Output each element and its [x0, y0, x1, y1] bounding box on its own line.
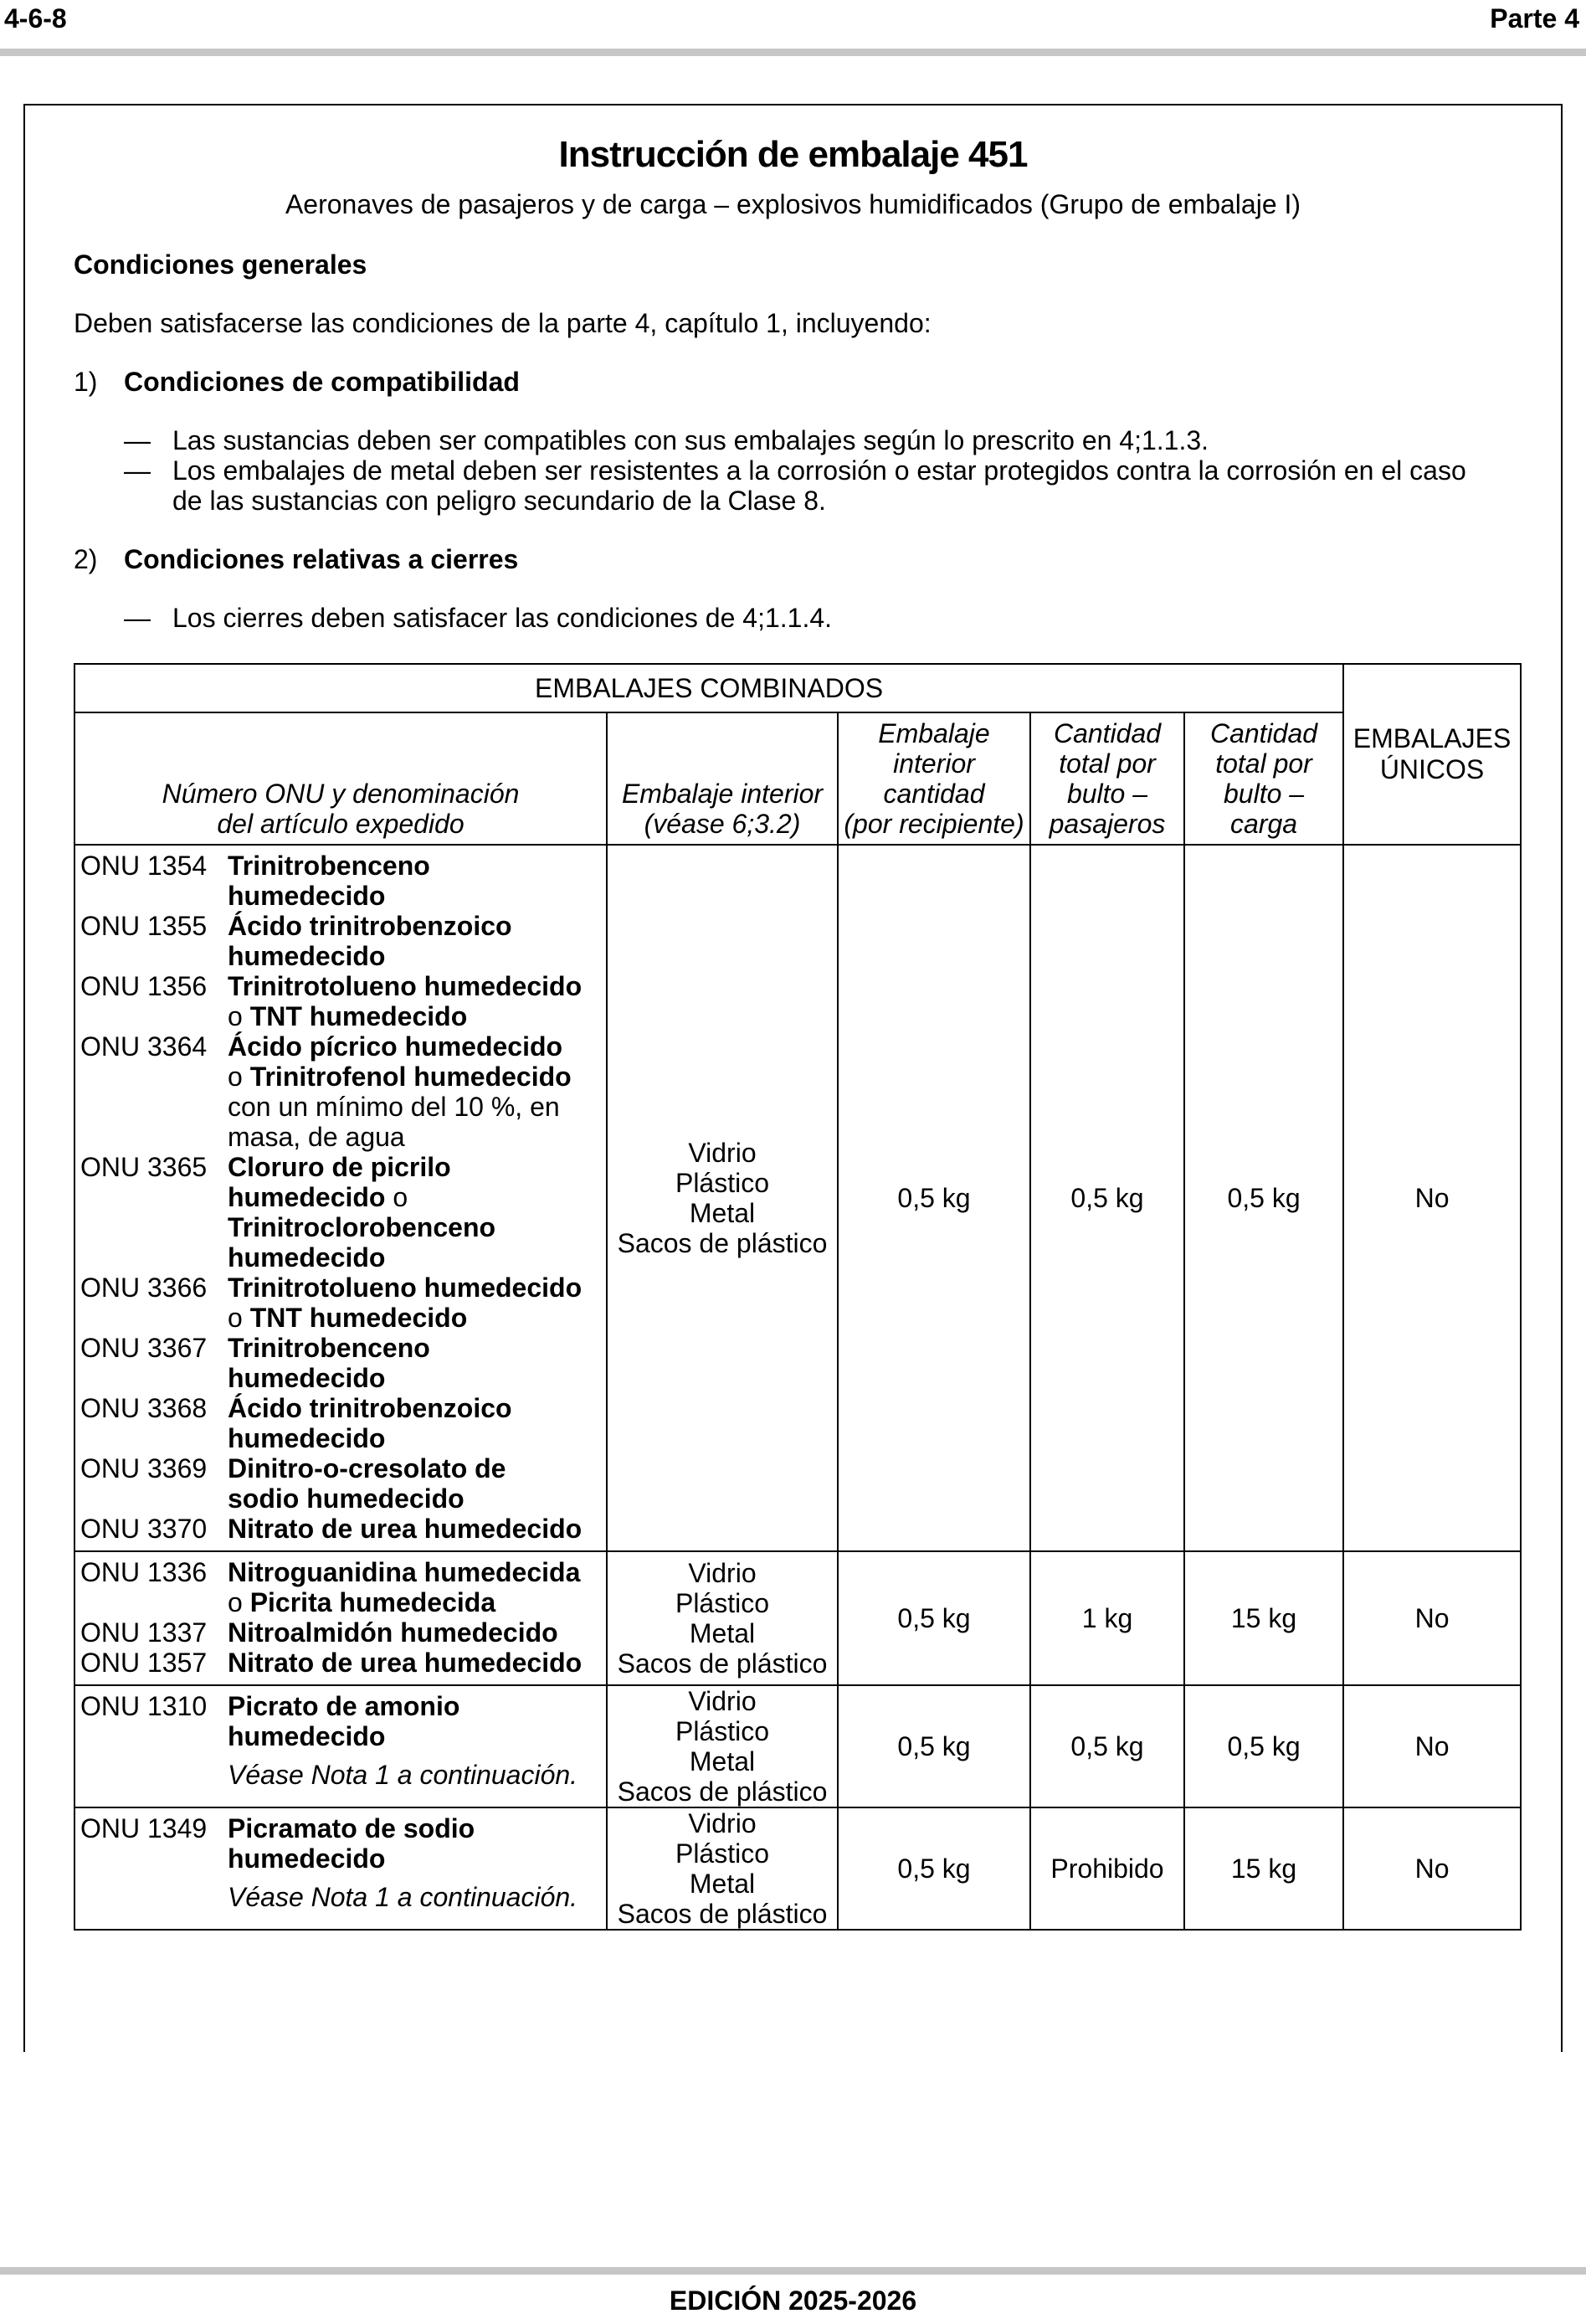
article-name-line: masa, de agua — [228, 1122, 405, 1152]
header-line: interior — [893, 748, 975, 779]
article-cell — [74, 1807, 607, 1930]
article-name — [228, 1648, 601, 1678]
header-line: bulto – — [1066, 779, 1148, 809]
bullet-dash: — — [124, 603, 151, 633]
packaging-table — [74, 663, 1522, 1931]
part-label: Parte 4 — [1490, 3, 1579, 33]
un-number: ONU 1337 — [80, 1617, 208, 1648]
page-reference: 4-6-8 — [4, 3, 67, 33]
bottom-rule — [0, 2267, 1586, 2275]
article-name — [228, 1557, 601, 1617]
article-name-line: humedecido — [228, 1363, 386, 1393]
article-name-line: o TNT humedecido — [228, 1303, 468, 1333]
header-inner-quantity — [838, 712, 1030, 845]
packaging-type: Metal — [689, 1198, 756, 1228]
article-name — [228, 1273, 601, 1333]
header-line: bulto – — [1223, 779, 1305, 809]
table-row — [74, 1807, 1521, 1930]
header-article — [74, 712, 607, 845]
packaging-type: Sacos de plástico — [617, 1899, 828, 1929]
header-line: Embalaje interior — [621, 779, 824, 809]
header-qty-cargo — [1184, 712, 1343, 845]
header-line: total por — [1215, 748, 1312, 779]
inner-quantity-cell: 0,5 kg — [838, 1807, 1030, 1930]
page-title: Instrucción de embalaje 451 — [558, 134, 1028, 175]
article-entry — [80, 1031, 601, 1152]
single-packaging-cell: No — [1343, 845, 1521, 1551]
article-cell — [74, 845, 607, 1551]
intro-text: Deben satisfacerse las condiciones de la parte 4, capítulo 1, incluyendo: — [74, 308, 932, 338]
header-line: ÚNICOS — [1379, 754, 1485, 784]
article-entry — [80, 1152, 601, 1273]
header-line: Embalaje — [878, 718, 990, 748]
header-line: EMBALAJES — [1352, 723, 1512, 753]
article-name-line: Picramato de sodio — [228, 1813, 475, 1843]
packaging-type: Plástico — [675, 1588, 770, 1618]
section-2-heading: Condiciones relativas a cierres — [124, 544, 519, 574]
packaging-type: Plástico — [675, 1716, 770, 1746]
article-name-line: o Picrita humedecida — [228, 1587, 496, 1617]
cargo-quantity-cell: 0,5 kg — [1184, 1685, 1343, 1807]
un-number: ONU 1357 — [80, 1648, 208, 1678]
article-entry — [80, 971, 601, 1031]
un-number: ONU 1354 — [80, 851, 208, 881]
table-row — [74, 845, 1521, 1551]
article-name-line: humedecido — [228, 1843, 386, 1874]
packaging-type: Vidrio — [688, 1808, 757, 1838]
passenger-quantity-cell: 0,5 kg — [1030, 1685, 1184, 1807]
article-name — [228, 1393, 601, 1453]
article-name-line: Ácido trinitrobenzoico — [228, 1393, 512, 1423]
un-number: ONU 1349 — [80, 1813, 208, 1843]
edition-footer: EDICIÓN 2025-2026 — [669, 2285, 917, 2316]
header-line: Cantidad — [1053, 718, 1162, 748]
article-name-line: Nitrato de urea humedecido — [228, 1514, 583, 1544]
section-1-item-2-cont: de las sustancias con peligro secundario de la Clase 8. — [172, 486, 826, 516]
passenger-quantity-cell: 1 kg — [1030, 1551, 1184, 1685]
inner-packaging-cell — [607, 1551, 838, 1685]
header-line: pasajeros — [1049, 809, 1166, 839]
article-name-line: Nitrato de urea humedecido — [228, 1648, 583, 1678]
un-number: ONU 3369 — [80, 1453, 208, 1483]
packaging-type: Metal — [689, 1618, 756, 1648]
un-number: ONU 1310 — [80, 1691, 208, 1721]
article-name-line: Ácido trinitrobenzoico — [228, 911, 512, 941]
cargo-quantity-cell: 15 kg — [1184, 1807, 1343, 1930]
article-name-line: humedecido o — [228, 1182, 408, 1212]
article-name — [228, 1031, 601, 1152]
table-row — [74, 1685, 1521, 1807]
packaging-type: Sacos de plástico — [617, 1648, 828, 1679]
article-name-line: humedecido — [228, 881, 386, 911]
article-entry — [80, 1273, 601, 1333]
un-number: ONU 3365 — [80, 1152, 208, 1182]
packaging-type: Sacos de plástico — [617, 1776, 828, 1807]
cargo-quantity-cell: 0,5 kg — [1184, 845, 1343, 1551]
header-line: Cantidad — [1209, 718, 1318, 748]
bullet-dash: — — [124, 455, 151, 486]
article-cell — [74, 1685, 607, 1807]
page-subtitle: Aeronaves de pasajeros y de carga – explosivos humidificados (Grupo de embalaje I) — [285, 189, 1301, 219]
article-note: Véase Nota 1 a continuación. — [228, 1882, 578, 1912]
article-name — [228, 851, 601, 911]
article-name-line: Cloruro de picrilo — [228, 1152, 451, 1182]
inner-quantity-cell: 0,5 kg — [838, 1685, 1030, 1807]
header-inner-packaging — [607, 712, 838, 845]
un-number: ONU 1356 — [80, 971, 208, 1001]
article-name-line: humedecido — [228, 1721, 386, 1751]
packaging-type: Plástico — [675, 1838, 770, 1869]
article-name — [228, 1617, 601, 1648]
article-note: Véase Nota 1 a continuación. — [228, 1760, 578, 1790]
header-line: cantidad — [883, 779, 985, 809]
inner-quantity-cell: 0,5 kg — [838, 845, 1030, 1551]
header-line: (por recipiente) — [844, 809, 1024, 839]
article-name — [228, 1691, 601, 1751]
packaging-type: Vidrio — [688, 1558, 757, 1588]
article-entry — [80, 1691, 601, 1751]
packaging-type: Metal — [689, 1746, 756, 1776]
article-name-line: Picrato de amonio — [228, 1691, 460, 1721]
passenger-quantity-cell: 0,5 kg — [1030, 845, 1184, 1551]
article-name — [228, 1813, 601, 1874]
inner-packaging-cell — [607, 1807, 838, 1930]
section-2-number: 2) — [74, 544, 98, 574]
inner-packaging-cell — [607, 1685, 838, 1807]
article-entry — [80, 1813, 601, 1874]
header-line: Número ONU y denominación — [162, 779, 520, 809]
article-name-line: o Trinitrofenol humedecido — [228, 1062, 572, 1092]
table-body — [74, 845, 1521, 1930]
article-name — [228, 1152, 601, 1273]
packaging-type: Vidrio — [688, 1686, 757, 1716]
top-rule — [0, 49, 1586, 56]
article-name — [228, 1333, 601, 1393]
packaging-type: Vidrio — [688, 1138, 757, 1168]
header-qty-passenger — [1030, 712, 1184, 845]
header-line: (véase 6;3.2) — [644, 809, 801, 839]
article-entry — [80, 1393, 601, 1453]
article-name — [228, 971, 601, 1031]
article-entry — [80, 851, 601, 911]
article-name-line: Dinitro-o-cresolato de — [228, 1453, 506, 1483]
header-combined: EMBALAJES COMBINADOS — [74, 664, 1343, 712]
article-name-line: humedecido — [228, 1423, 386, 1453]
header-line: total por — [1059, 748, 1156, 779]
section-1-item-1: Las sustancias deben ser compatibles con sus embalajes según lo prescrito en 4;1.1.3. — [172, 425, 1209, 455]
header-single-packagings — [1343, 664, 1521, 845]
single-packaging-cell: No — [1343, 1551, 1521, 1685]
packaging-type: Sacos de plástico — [617, 1228, 828, 1258]
section-2-item-1: Los cierres deben satisfacer las condiciones de 4;1.1.4. — [172, 603, 833, 633]
un-number: ONU 3364 — [80, 1031, 208, 1062]
un-number: ONU 3366 — [80, 1273, 208, 1303]
article-entry — [80, 1557, 601, 1617]
header-line: del artículo expedido — [217, 809, 465, 839]
article-name-line: Trinitroclorobenceno — [228, 1212, 496, 1242]
article-entry — [80, 1453, 601, 1514]
article-name-line: Trinitrotolueno humedecido — [228, 971, 583, 1001]
article-name-line: Nitroalmidón humedecido — [228, 1617, 558, 1648]
un-number: ONU 1355 — [80, 911, 208, 941]
article-entry — [80, 1514, 601, 1544]
article-entry — [80, 1617, 601, 1648]
article-name-line: Trinitrotolueno humedecido — [228, 1273, 583, 1303]
section-1-heading: Condiciones de compatibilidad — [124, 367, 520, 397]
single-packaging-cell: No — [1343, 1685, 1521, 1807]
section-1-number: 1) — [74, 367, 98, 397]
un-number: ONU 3367 — [80, 1333, 208, 1363]
article-name-line: o TNT humedecido — [228, 1001, 468, 1031]
single-packaging-cell: No — [1343, 1807, 1521, 1930]
article-cell — [74, 1551, 607, 1685]
bullet-dash: — — [124, 425, 151, 455]
general-heading: Condiciones generales — [74, 249, 367, 280]
packaging-type: Metal — [689, 1869, 756, 1899]
cargo-quantity-cell: 15 kg — [1184, 1551, 1343, 1685]
article-name — [228, 1514, 601, 1544]
article-entry — [80, 1333, 601, 1393]
un-number: ONU 3370 — [80, 1514, 208, 1544]
article-name-line: sodio humedecido — [228, 1483, 465, 1514]
article-name-line: Trinitrobenceno — [228, 851, 430, 881]
article-entry — [80, 1648, 601, 1678]
un-number: ONU 3368 — [80, 1393, 208, 1423]
article-name-line: Ácido pícrico humedecido — [228, 1031, 563, 1062]
article-name — [228, 1453, 601, 1514]
article-name-line: Nitroguanidina humedecida — [228, 1557, 581, 1587]
inner-packaging-cell — [607, 845, 838, 1551]
un-number: ONU 1336 — [80, 1557, 208, 1587]
header-line: carga — [1230, 809, 1298, 839]
passenger-quantity-cell: Prohibido — [1030, 1807, 1184, 1930]
article-name-line: humedecido — [228, 941, 386, 971]
article-name-line: humedecido — [228, 1242, 386, 1273]
inner-quantity-cell: 0,5 kg — [838, 1551, 1030, 1685]
table-row — [74, 1551, 1521, 1685]
article-entry — [80, 911, 601, 971]
packaging-type: Plástico — [675, 1168, 770, 1198]
section-1-item-2: Los embalajes de metal deben ser resistentes a la corrosión o estar protegidos contra la corrosión en el caso — [172, 455, 1466, 486]
article-name-line: Trinitrobenceno — [228, 1333, 430, 1363]
article-name — [228, 911, 601, 971]
article-name-line: con un mínimo del 10 %, en — [228, 1092, 560, 1122]
